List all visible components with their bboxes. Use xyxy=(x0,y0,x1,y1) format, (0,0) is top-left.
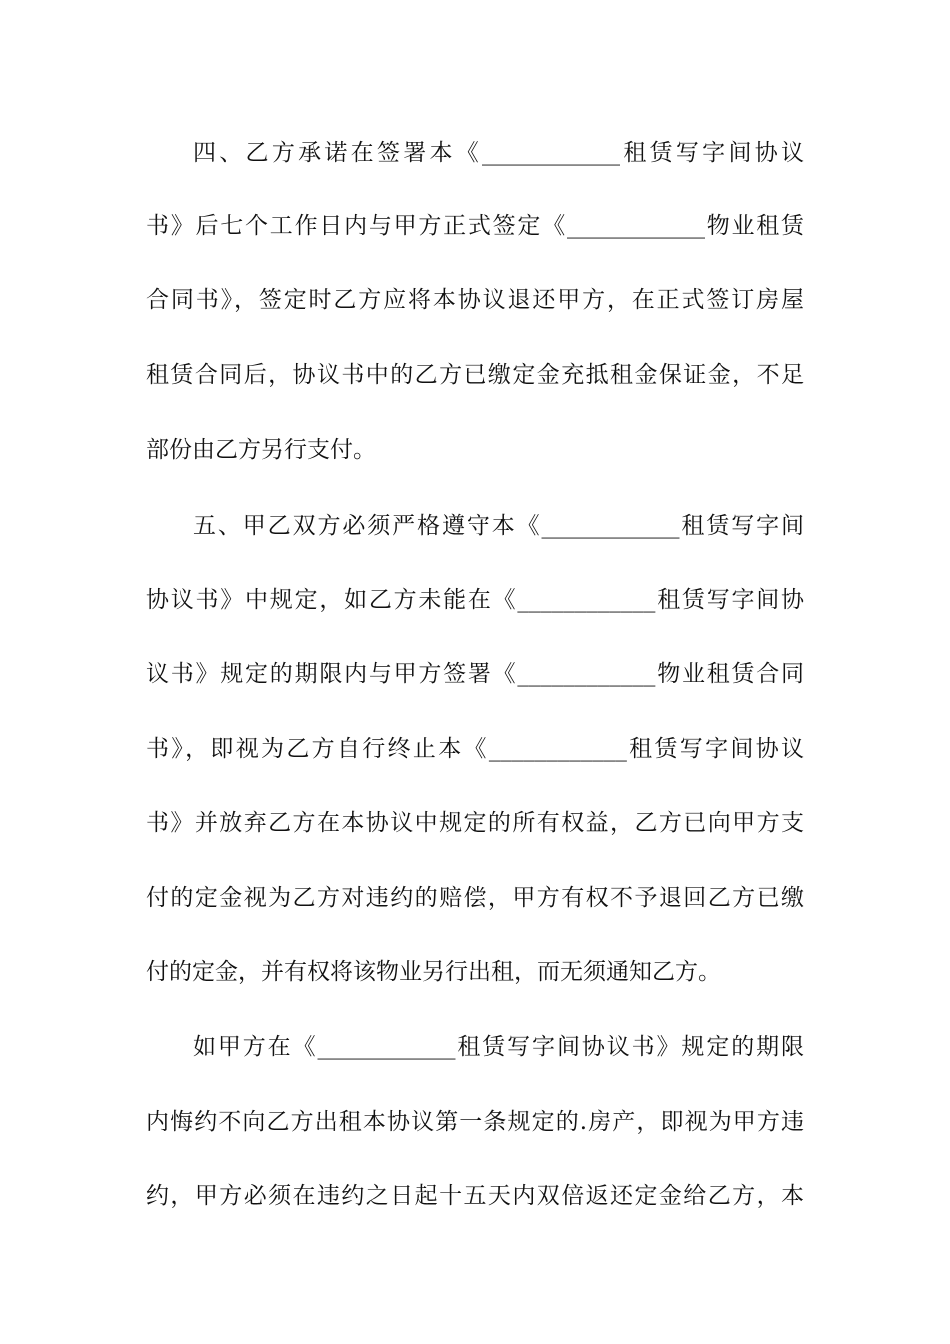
paragraph-6-line-1: 如甲方在《____________租赁写字间协议书》规定的期限 xyxy=(193,1034,804,1060)
paragraph-4-line-1: 四、乙方承诺在签署本《____________租赁写字间协议 xyxy=(193,140,804,166)
paragraph-5-line-2: 协议书》中规定，如乙方未能在《____________租赁写字间协 xyxy=(146,587,804,613)
paragraph-4-line-2: 书》后七个工作日内与甲方正式签定《____________物业租赁 xyxy=(146,213,804,239)
paragraph-6-line-2: 内悔约不向乙方出租本协议第一条规定的.房产，即视为甲方违 xyxy=(146,1109,804,1135)
paragraph-5-line-1: 五、甲乙双方必须严格遵守本《____________租赁写字间 xyxy=(193,513,804,539)
paragraph-6-line-3: 约，甲方必须在违约之日起十五天内双倍返还定金给乙方，本 xyxy=(146,1183,804,1209)
paragraph-4-line-5: 部份由乙方另行支付。 xyxy=(146,437,376,463)
paragraph-5-line-4: 书》，即视为乙方自行终止本《____________租赁写字间协议 xyxy=(146,736,804,762)
paragraph-5-line-6: 付的定金视为乙方对违约的赔偿，甲方有权不予退回乙方已缴 xyxy=(146,885,804,911)
paragraph-4-line-3: 合同书》，签定时乙方应将本协议退还甲方，在正式签订房屋 xyxy=(146,287,804,313)
paragraph-5-line-5: 书》并放弃乙方在本协议中规定的所有权益，乙方已向甲方支 xyxy=(146,810,804,836)
paragraph-5-line-3: 议书》规定的期限内与甲方签署《____________物业租赁合同 xyxy=(146,661,804,687)
paragraph-5-line-7: 付的定金，并有权将该物业另行出租，而无须通知乙方。 xyxy=(146,959,721,985)
paragraph-4-line-4: 租赁合同后，协议书中的乙方已缴定金充抵租金保证金，不足 xyxy=(146,362,804,388)
